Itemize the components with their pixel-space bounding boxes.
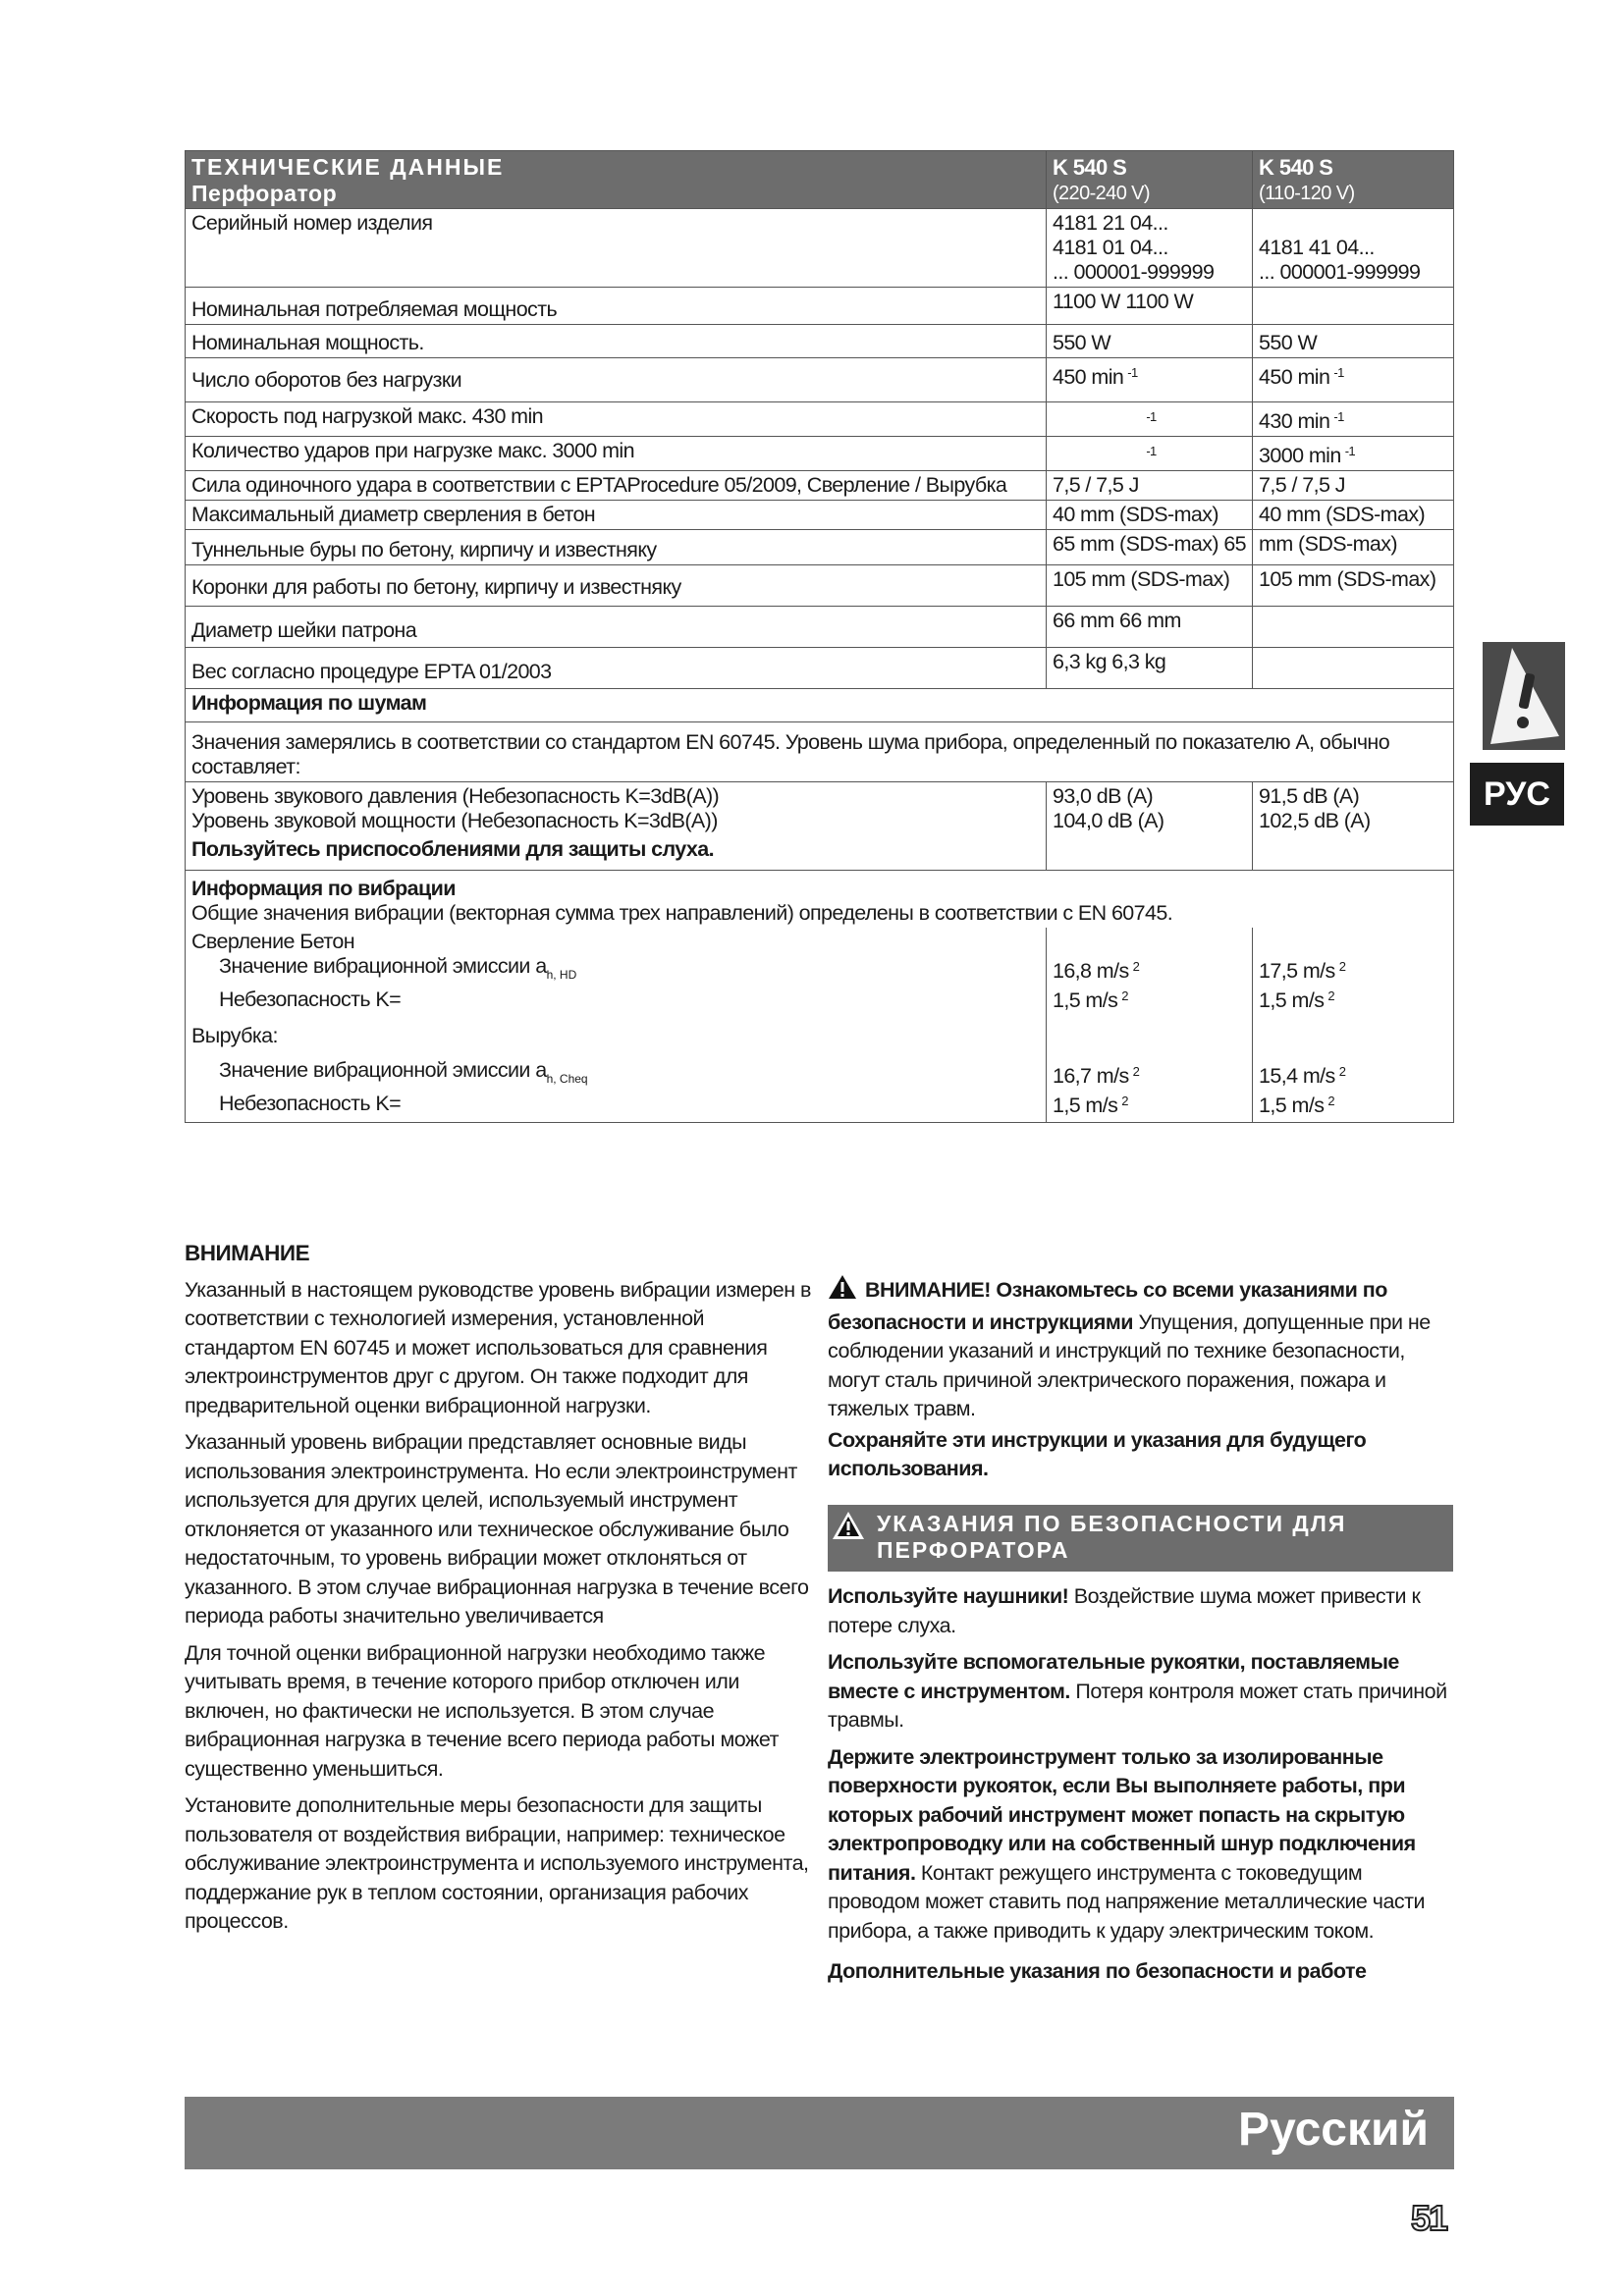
row-label: Номинальная мощность. [186,325,1047,358]
table-row [186,471,1454,501]
row-value-text: 430 min [1259,409,1330,433]
chisel-emission-label [191,1048,1040,1092]
warning-triangle-icon [828,1274,857,1308]
row-label: Скорость под нагрузкой макс. 430 min [186,402,1047,437]
value-text: 16,7 m/s [1052,1064,1129,1088]
serial-v1-line3: ... 000001-999999 [1052,260,1215,284]
row-label: Сила одиночного удара в соответствии с EPTAProcedure 05/2009, Сверление / Вырубка [186,471,1047,501]
emission-text: Значение вибрационной эмиссии a [219,1058,547,1082]
chisel-label: Вырубка: [191,1024,278,1047]
row-value-2 [1253,437,1454,471]
value-text: 15,4 m/s [1259,1064,1335,1088]
left-paragraph: Указанный уровень вибрации представляет основные виды использования электроинструмента. Но если электроинструмент используется для других целей, используемый инструмент отклоняется от указанного или техническое обслуживание было недостаточным, то уровень вибрации может отклоняться от указанного. В этом случае вибрационная нагрузка в течение всего периода работы значительно увеличивается [185,1430,809,1628]
row-value-text: 450 min [1052,365,1124,389]
sound-power-v1: 104,0 dB (A) [1052,809,1164,832]
safety-item [828,1743,1456,1947]
keep-instructions: Сохраняйте эти инструкции и указания для будущего использования. [828,1427,1367,1480]
row-value-1: 1100 W 1100 W [1046,288,1252,325]
safety-item-text: Воздействие шума может привести к потере слуха. [828,1584,1421,1637]
safety-section-band [828,1505,1453,1572]
safety-section-title: УКАЗАНИЯ ПО БЕЗОПАСНОСТИ ДЛЯ ПЕРФОРАТОРА [877,1511,1347,1563]
row-label: Коронки для работы по бетону, кирпичу и известняку [186,565,1047,607]
row-value-2: 40 mm (SDS-max) [1253,501,1454,530]
table-title: ТЕХНИЧЕСКИЕ ДАННЫЕ [191,154,505,180]
safety-item [828,1648,1456,1735]
row-value-1: 7,5 / 7,5 J [1046,471,1252,501]
row-value-sup: -1 [1127,365,1138,380]
row-value-1 [1046,402,1252,437]
row-value-1: 40 mm (SDS-max) [1046,501,1252,530]
vibration-heading-cell [186,871,1454,929]
table-row [186,288,1454,325]
drill-k-v1 [1053,984,1246,1013]
value-sup: 2 [1327,1094,1334,1108]
table-row [186,358,1454,402]
safety-item-bold: Держите электроинструмент только за изолированные поверхности рукояток, если Вы выполняете работы, при которых рабочий инструмент может попасть на скрытую электропроводку или на собственный шнур подключения питания. [828,1744,1416,1885]
serial-v2 [1253,209,1454,288]
general-warning [828,1274,1456,1424]
drill-k-v2 [1259,984,1447,1013]
row-label: Число оборотов без нагрузки [186,358,1047,402]
value-sup: 2 [1132,1064,1140,1079]
left-column [185,1239,813,1945]
noise-heading-row [186,689,1454,722]
row-label: Туннельные буры по бетону, кирпичу и известняку [186,530,1047,565]
row-value-sup: -1 [1333,365,1344,380]
page-number: 51 [1411,2198,1447,2238]
sound-power-label: Уровень звуковой мощности (Небезопасность K=3dB(A)) [191,809,718,832]
vibration-intro: Общие значения вибрации (векторная сумма трех направлений) определены в соответствии с EN 60745. [191,901,1173,925]
row-value-2 [1253,402,1454,437]
row-value-2 [1253,288,1454,325]
value-sup: 2 [1327,988,1334,1003]
chisel-emission-v2 [1259,1049,1447,1089]
row-value-sup: -1 [1146,444,1157,458]
hearing-protection-note: Пользуйтесь приспособлениями для защиты слуха. [191,837,714,861]
noise-values-1 [1046,782,1252,871]
row-value-1: 65 mm (SDS-max) 65 [1046,530,1252,565]
right-column-top [828,1274,1456,1492]
chisel-k-v1 [1053,1089,1246,1118]
value-text: 1,5 m/s [1259,1094,1325,1117]
table-row [186,648,1454,689]
table-row [186,530,1454,565]
row-value-text: 3000 min [1259,444,1341,467]
value-sup: 2 [1338,1064,1346,1079]
vibration-heading: Информация по вибрации [191,877,456,900]
header-title-cell [186,151,1047,209]
table-row [186,565,1454,607]
table-row [186,607,1454,648]
vibration-labels [186,928,1047,1123]
general-warning-bold: ВНИМАНИЕ! Ознакомьтесь со всеми указаниями по безопасности и инструкциями [828,1278,1387,1334]
value-sup: 2 [1338,959,1346,974]
sound-power-v2: 102,5 dB (A) [1259,809,1371,832]
emission-text: Значение вибрационной эмиссии a [219,954,547,978]
drill-uncertainty-label: Небезопасность K= [219,988,402,1011]
row-value-1: 550 W [1046,325,1252,358]
footer-language-band [185,2097,1454,2169]
row-value-2: mm (SDS-max) [1253,530,1454,565]
row-label: Диаметр шейки патрона [186,607,1047,648]
table-subtitle: Перфоратор [191,181,338,206]
drill-emission-v1 [1053,954,1246,984]
attention-heading: ВНИМАНИЕ [185,1241,310,1265]
emission-subscript: h, Cheq [546,1072,588,1086]
language-tab: РУС [1470,763,1564,826]
table-row [186,209,1454,288]
row-value-2: 105 mm (SDS-max) [1253,565,1454,607]
row-label: Максимальный диаметр сверления в бетон [186,501,1047,530]
serial-v2-line1: 4181 41 04... [1259,236,1375,259]
row-value-1: 66 mm 66 mm [1046,607,1252,648]
row-value-2 [1253,648,1454,689]
drill-emission-label [191,954,1040,988]
right-column-bottom [828,1582,1456,1995]
left-paragraph: Для точной оценки вибрационной нагрузки необходимо также учитывать время, в течение которого прибор отключен или включен, но фактически не используется. В этом случае вибрационная нагрузка в течение всего периода работы может существенно уменьшиться. [185,1640,779,1781]
row-value-1 [1046,358,1252,402]
row-value-sup: -1 [1146,409,1157,424]
additional-safety-heading: Дополнительные указания по безопасности и работе [828,1959,1367,1983]
row-value-2: 550 W [1253,325,1454,358]
vibration-values-2 [1253,928,1454,1123]
header-model2-cell [1253,151,1454,209]
value-text: 1,5 m/s [1052,1094,1118,1117]
table-header-row [186,151,1454,209]
value-sup: 2 [1121,988,1128,1003]
value-text: 1,5 m/s [1259,988,1325,1012]
safety-item-bold: Используйте наушники! [828,1584,1069,1608]
left-paragraph: Установите дополнительные меры безопасности для защиты пользователя от воздействия вибрации, например: техническое обслуживание электроинструмента и используемого инструмента, поддержание рук в теплом состоянии, организация рабочих процессов. [185,1793,809,1933]
noise-labels [186,782,1047,871]
row-value-2: 7,5 / 7,5 J [1253,471,1454,501]
vibration-heading-row [186,871,1454,929]
drill-concrete-label: Сверление Бетон [191,930,354,953]
row-value-1: 6,3 kg 6,3 kg [1046,648,1252,689]
value-text: 17,5 m/s [1259,959,1335,983]
drill-emission-v2 [1259,954,1447,984]
noise-heading: Информация по шумам [186,689,1454,722]
row-label: Вес согласно процедуре EPTA 01/2003 [186,648,1047,689]
warning-triangle-icon [832,1511,865,1546]
noise-values-2 [1253,782,1454,871]
value-sup: 2 [1132,959,1140,974]
sound-pressure-v1: 93,0 dB (A) [1052,784,1154,808]
general-warning-text: Упущения, допущенные при не соблюдении указаний и инструкций по технике безопасности, могут сталь причиной электрического поражения, пожара и тяжелых травм. [828,1309,1431,1420]
voltage1-label: (220-240 V) [1052,183,1150,204]
row-value-sup: -1 [1344,444,1356,458]
sound-pressure-label: Уровень звукового давления (Небезопасность K=3dB(A)) [191,784,720,808]
serial-v1-line1: 4181 21 04... [1052,211,1168,235]
chisel-uncertainty-label: Небезопасность K= [219,1092,402,1115]
row-label: Количество ударов при нагрузке макс. 3000 min [186,437,1047,471]
header-model1-cell [1046,151,1252,209]
tech-data-table [185,150,1454,1123]
row-value-sup: -1 [1333,409,1344,424]
value-sup: 2 [1121,1094,1128,1108]
value-text: 16,8 m/s [1052,959,1129,983]
row-value-2 [1253,358,1454,402]
table-row [186,402,1454,437]
serial-v2-line2: ... 000001-999999 [1259,260,1421,284]
footer-language: Русский [1238,2104,1429,2156]
value-text: 1,5 m/s [1052,988,1118,1012]
chisel-k-v2 [1259,1089,1447,1118]
row-label: Серийный номер изделия [186,209,1047,288]
row-label: Номинальная потребляемая мощность [186,288,1047,325]
table-row [186,437,1454,471]
chisel-emission-v1 [1053,1049,1246,1089]
voltage2-label: (110-120 V) [1259,183,1355,204]
safety-item-text: Контакт режущего инструмента с токоведущим проводом может ставить под напряжение металлические части прибора, а также приводить к удару электрическим током. [828,1860,1426,1943]
table-row [186,325,1454,358]
sound-pressure-v2: 91,5 dB (A) [1259,784,1360,808]
noise-intro: Значения замерялись в соответствии со стандартом EN 60745. Уровень шума прибора, определенный по показателю А, обычно составляет: [186,722,1454,782]
serial-v1 [1046,209,1252,288]
vibration-values-1 [1046,928,1252,1123]
row-value-text: 450 min [1259,365,1330,389]
emission-subscript: h, HD [546,968,577,982]
vibration-values-row [186,928,1454,1123]
serial-v1-line2: 4181 01 04... [1052,236,1168,259]
table-row [186,501,1454,530]
left-paragraph: Указанный в настоящем руководстве уровень вибрации измерен в соответствии с технологией измерения, установленной стандартом EN 60745 и может использоваться для сравнения электроинструментов друг с другом. Он также подходит для предварительной оценки вибрационной нагрузки. [185,1277,811,1417]
model2-label: K 540 S [1259,155,1333,180]
warning-icon [1483,642,1565,750]
safety-item-bold: Используйте вспомогательные рукоятки, поставляемые вместе с инструментом. [828,1650,1399,1703]
safety-item-text: Потеря контроля может стать причиной травмы. [828,1679,1447,1732]
safety-item [828,1582,1456,1640]
row-value-1 [1046,437,1252,471]
row-value-1: 105 mm (SDS-max) [1046,565,1252,607]
row-value-2 [1253,607,1454,648]
noise-values-row [186,782,1454,871]
noise-intro-row [186,722,1454,782]
model1-label: K 540 S [1052,155,1127,180]
